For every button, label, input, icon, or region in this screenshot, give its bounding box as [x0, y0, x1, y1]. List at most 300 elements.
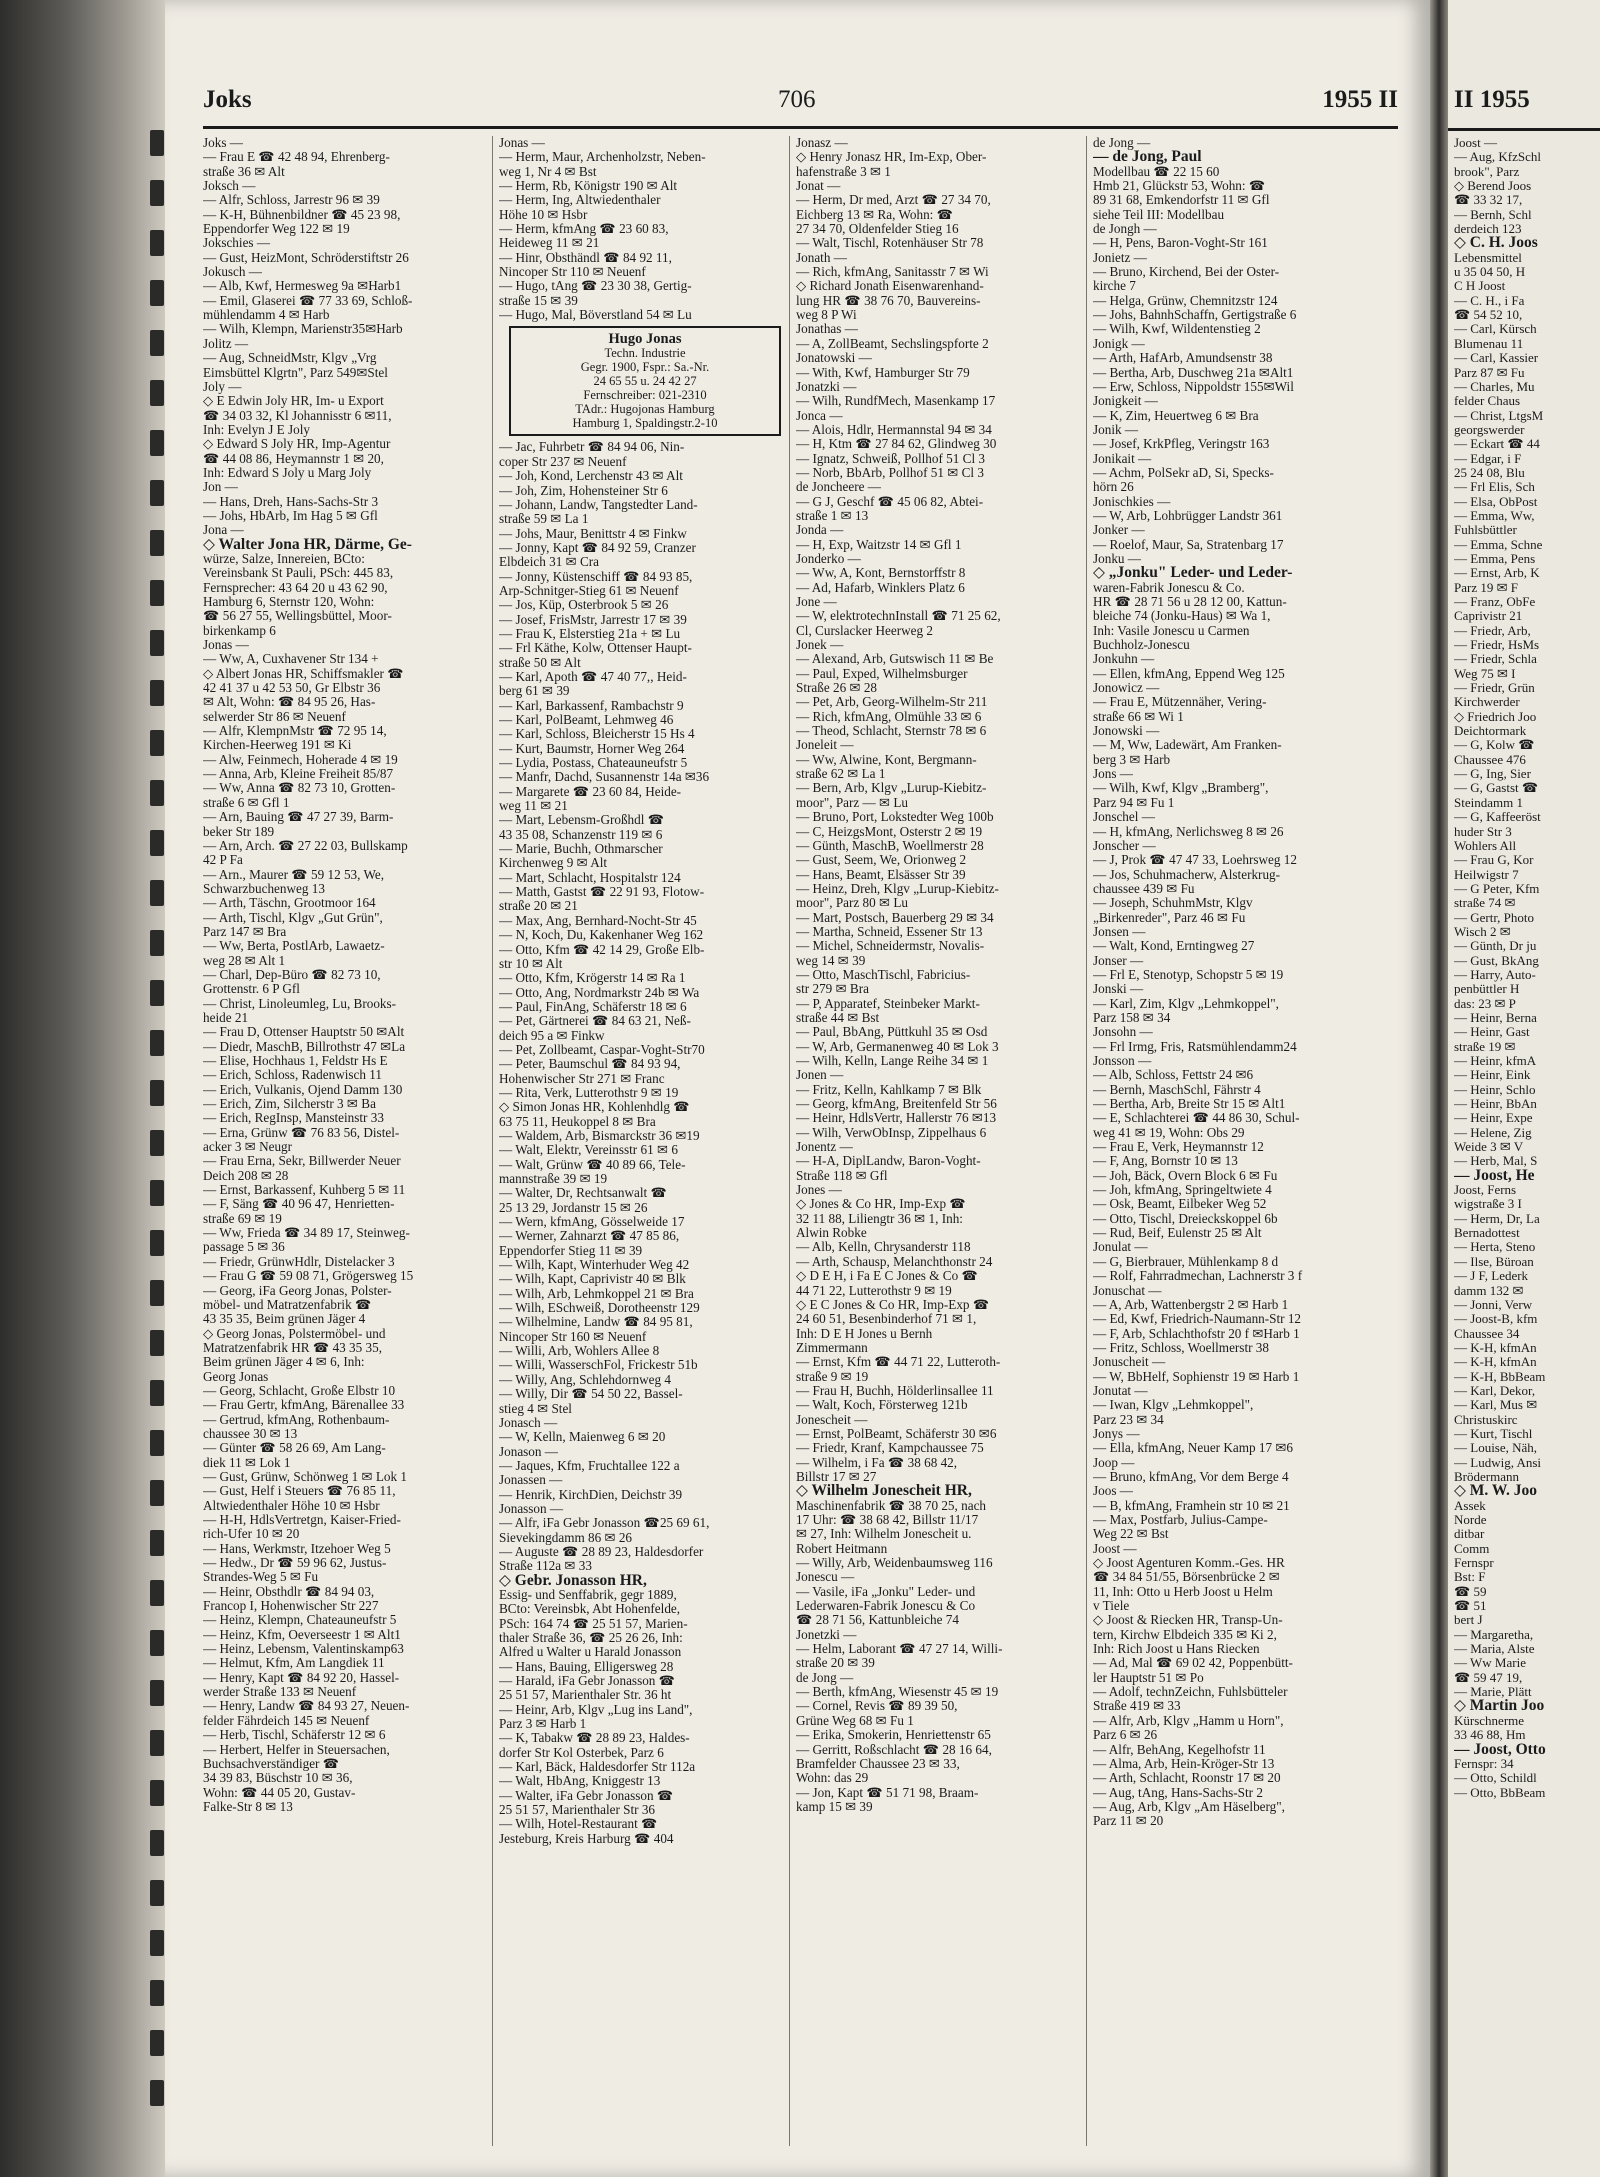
entry-heading: Jonuscheit —: [1093, 1355, 1166, 1370]
entry-heading: Jonowicz —: [1093, 681, 1160, 696]
entry-line: — Wern, kfmAng, Gösselweide 17: [499, 1215, 685, 1230]
entry-heading: Jonsen —: [1093, 924, 1146, 939]
thumb-tab: [150, 680, 164, 706]
entry-line: ◇ Friedrich Joo: [1454, 709, 1537, 724]
entry-line: — Friedr, HsMs: [1454, 638, 1540, 653]
entry-line: — Elsa, ObPost: [1454, 494, 1538, 509]
entry-line: — Joost-B, kfm: [1454, 1312, 1538, 1327]
entry-line: Billstr 17 ✉ 27: [796, 1469, 877, 1484]
entry-line: georgswerder: [1454, 422, 1525, 437]
entry-line: ◇ Simon Jonas HR, Kohlenhdlg ☎: [499, 1100, 690, 1115]
entry-line: — F, Säng ☎ 40 96 47, Henrietten-: [203, 1197, 395, 1212]
entry-line: — Hugo, tAng ☎ 23 30 38, Gertig-: [499, 279, 692, 294]
entry-line: — Joh, Bäck, Overn Block 6 ✉ Fu: [1093, 1168, 1278, 1183]
entry-line: — Maria, Alste: [1454, 1642, 1535, 1657]
entry-line: Jesteburg, Kreis Harburg ☎ 404: [499, 1831, 674, 1846]
entry-line: — Margaretha,: [1454, 1627, 1534, 1642]
entry-line: berg 61 ✉ 39: [499, 684, 570, 699]
entry-line: — Aug, tAng, Hans-Sachs-Str 2: [1093, 1785, 1263, 1800]
thumb-tab: [150, 1280, 164, 1306]
entry-line: Buchholz-Jonescu: [1093, 638, 1190, 653]
entry-line: — Willy, Arb, Weidenbaumsweg 116: [796, 1556, 993, 1571]
entry-line: Georg Jonas: [203, 1369, 269, 1384]
entry-line: — Wilh, Kapt, Caprivistr 40 ✉ Blk: [499, 1272, 686, 1287]
entry-line: — Josef, KrkPfleg, Veringstr 163: [1093, 437, 1270, 452]
entry-line: — Anna, Arb, Kleine Freiheit 85/87: [203, 767, 394, 782]
entry-line: straße 62 ✉ La 1: [796, 767, 886, 782]
entry-heading: Jokusch —: [203, 265, 262, 280]
entry-line: Parz 19 ✉ F: [1454, 580, 1518, 595]
entry-line: Fernsprecher: 43 64 20 u 43 62 90,: [203, 580, 388, 595]
entry-line: diek 11 ✉ Lok 1: [203, 1455, 291, 1470]
entry-line: — H, Exp, Waitzstr 14 ✉ Gfl 1: [796, 537, 962, 552]
entry-line: — P, Apparatef, Steinbeker Markt-: [796, 996, 980, 1011]
entry-line: — Werner, Zahnarzt ☎ 47 85 86,: [499, 1229, 680, 1244]
entry-line: Heideweg 11 ✉ 21: [499, 236, 600, 251]
entry-line: — Marie, Plätt: [1454, 1685, 1532, 1700]
entry-heading: Jonku —: [1093, 551, 1141, 566]
entry-line: ◇ Martin Joo: [1454, 1699, 1545, 1714]
entry-line: — Hans, Bauing, Elligersweg 28: [499, 1659, 674, 1674]
entry-line: — Alb, Kelln, Chrysanderstr 118: [796, 1240, 971, 1255]
entry-line: — Gertr, Photo: [1454, 910, 1534, 925]
entry-line: Weg 75 ✉ I: [1454, 666, 1516, 681]
entry-heading: Jonscher —: [1093, 838, 1156, 853]
entry-line: — Walt, Kond, Erntingweg 27: [1093, 939, 1255, 954]
entry-line: — Heinz, Lebensm, Valentinskamp63: [203, 1642, 404, 1657]
entry-line: — Walt, Elektr, Vereinsstr 61 ✉ 6: [499, 1143, 678, 1158]
advert-line: Gegr. 1900, Fspr.: Sa.-Nr.: [580, 360, 710, 375]
entry-line: — Hugo, Mal, Böverstland 54 ✉ Lu: [499, 308, 692, 323]
entry-line: tern, Kirchw Elbdeich 335 ✉ Ki 2,: [1093, 1627, 1277, 1642]
entry-line: — Heinr, BbAn: [1454, 1097, 1537, 1112]
entry-line: straße 15 ✉ 39: [499, 293, 578, 308]
entry-line: 24 60 51, Besenbinderhof 71 ✉ 1,: [796, 1312, 977, 1327]
entry-line: huder Str 3: [1454, 824, 1512, 839]
entry-line: — Karl, Mus ✉: [1454, 1398, 1538, 1413]
entry-line: — Matth, Gastst ☎ 22 91 93, Flotow-: [499, 885, 705, 900]
next-page-rule: [1448, 128, 1600, 131]
entry-heading: Joos —: [1093, 1484, 1133, 1499]
entry-line: — Helene, Zig: [1454, 1125, 1532, 1140]
entry-line: straße 9 ✉ 19: [796, 1369, 869, 1384]
entry-line: str 279 ✉ Bra: [796, 982, 869, 997]
entry-line: ◇ Edward S Joly HR, Imp-Agentur: [203, 437, 391, 452]
entry-line: — Alfr, Arb, Klgv „Hamm u Horn",: [1093, 1713, 1284, 1728]
entry-line: — Ernst, Arb, K: [1454, 566, 1540, 581]
entry-line: ◇ Wilhelm Jonescheit HR,: [796, 1484, 972, 1499]
entry-line: — Herm, Dr, La: [1454, 1211, 1540, 1226]
entry-line: — G, Kaffeeröst: [1454, 810, 1541, 825]
entry-line: — Christ, LtgsM: [1454, 408, 1544, 423]
entry-line: Eppendorfer Weg 122 ✉ 19: [203, 222, 350, 237]
entry-line: — Ernst, Kfm ☎ 44 71 22, Lutteroth-: [796, 1355, 1001, 1370]
entry-line: Schwarzbuchenweg 13: [203, 881, 325, 896]
entry-line: Wohlers All: [1454, 838, 1517, 853]
entry-line: straße 20 ✉ 39: [796, 1656, 875, 1671]
entry-line: Beim grünen Jäger 4 ✉ 6, Inh:: [203, 1355, 365, 1370]
entry-line: — Erich, Vulkanis, Ojend Damm 130: [203, 1082, 403, 1097]
entry-heading: Jonschel —: [1093, 810, 1155, 825]
entry-line: ✉ Alt, Wohn: ☎ 84 95 26, Has-: [203, 695, 376, 710]
entry-line: — Joh, Kond, Lerchenstr 43 ✉ Alt: [499, 469, 683, 484]
entry-line: — Emma, Pens: [1454, 551, 1536, 566]
entry-heading: Jonatowski —: [796, 351, 872, 366]
entry-line: — Bertha, Arb, Duschweg 21a ✉Alt1: [1093, 365, 1294, 380]
entry-line: Wohn: ☎ 44 05 20, Gustav-: [203, 1785, 356, 1800]
entry-line: 25 51 57, Marienthaler Str. 36 ht: [499, 1688, 672, 1703]
entry-line: — Gust, Grünw, Schönweg 1 ✉ Lok 1: [203, 1469, 407, 1484]
entry-line: — Georg, kfmAng, Breitenfeld Str 56: [796, 1097, 997, 1112]
entry-line: — C. H., i Fa: [1454, 293, 1525, 308]
entry-line: Buchsachverständiger ☎: [203, 1756, 340, 1771]
entry-line: Nincoper Str 160 ✉ Neuenf: [499, 1329, 647, 1344]
entry-line: Inh: Vasile Jonescu u Carmen: [1093, 623, 1250, 638]
entry-line: — Bern, Arb, Klgv „Lurup-Kiebitz-: [796, 781, 987, 796]
entry-line: — Frau G ☎ 59 08 71, Grögersweg 15: [203, 1269, 414, 1284]
entry-line: Inh: D E H Jones u Bernh: [796, 1326, 933, 1341]
entry-line: — A, ZollBeamt, Sechslingspforte 2: [796, 336, 989, 351]
entry-line: — Rud, Beif, Eulenstr 25 ✉ Alt: [1093, 1226, 1262, 1241]
entry-line: ◇ C. H. Joos: [1454, 236, 1538, 251]
entry-line: — Joh, Zim, Hohensteiner Str 6: [499, 483, 668, 498]
entry-line: 43 35 35, Beim grünen Jäger 4: [203, 1312, 366, 1327]
entry-line: — Herb, Tischl, Schäferstr 12 ✉ 6: [203, 1728, 386, 1743]
entry-line: — Max, Ang, Bernhard-Nocht-Str 45: [499, 913, 697, 928]
entry-heading: Joksch —: [203, 179, 256, 194]
entry-line: str 10 ✉ Alt: [499, 956, 563, 971]
entry-line: Parz 3 ✉ Harb 1: [499, 1717, 587, 1732]
entry-line: — E, Schlachterei ☎ 44 86 30, Schul-: [1093, 1111, 1300, 1126]
thumb-tab: [150, 1980, 164, 2006]
entry-line: Chaussee 34: [1454, 1326, 1520, 1341]
entry-line: — H, Pens, Baron-Voght-Str 161: [1093, 236, 1268, 251]
entry-line: — Margarete ☎ 23 60 84, Heide-: [499, 784, 682, 799]
entry-line: Straße 26 ✉ 28: [796, 681, 878, 696]
entry-line: — Gust, HeizMont, Schröderstiftstr 26: [203, 250, 409, 265]
thumb-tab: [150, 930, 164, 956]
entry-heading: Jonys —: [1093, 1426, 1140, 1441]
entry-heading: Jonietz —: [1093, 250, 1147, 265]
entry-line: Vereinsbank St Pauli, PSch: 445 83,: [203, 566, 394, 581]
entry-line: — Emma, Schne: [1454, 537, 1543, 552]
entry-line: ☎ 59: [1454, 1584, 1487, 1599]
running-head-left: Joks: [203, 86, 252, 113]
entry-heading: Joop —: [1093, 1455, 1135, 1470]
entry-line: straße 74 ✉: [1454, 896, 1516, 911]
entry-line: Grottenstr. 6 P Gfl: [203, 982, 300, 997]
entry-line: — Martha, Schneid, Essener Str 13: [796, 924, 983, 939]
entry-line: — Josef, FrisMstr, Jarrestr 17 ✉ 39: [499, 612, 687, 627]
entry-line: — Eckart ☎ 44: [1454, 437, 1540, 452]
entry-line: Bramfelder Chaussee 23 ✉ 33,: [796, 1756, 960, 1771]
entry-line: Brödermann: [1454, 1469, 1519, 1484]
entry-line: — Paul, FinAng, Schäferstr 18 ✉ 6: [499, 999, 687, 1014]
entry-line: Hamburg 6, Sternstr 120, Wohn:: [203, 595, 375, 609]
entry-line: — Friedr, Arb,: [1454, 623, 1531, 638]
entry-line: brook", Parz: [1454, 164, 1520, 179]
entry-line: — Gust, BkAng: [1454, 953, 1539, 968]
entry-line: straße 66 ✉ Wi 1: [1093, 709, 1184, 724]
thumb-tab: [150, 1030, 164, 1056]
entry-line: — Günth, MaschB, Woellmerstr 28: [796, 838, 984, 853]
entry-line: Eichberg 13 ✉ Ra, Wohn: ☎: [796, 207, 954, 222]
entry-heading: Jons —: [1093, 767, 1133, 782]
entry-line: — Ernst, PolBeamt, Schäferstr 30 ✉6: [796, 1426, 997, 1441]
entry-line: — Elise, Hochhaus 1, Feldstr Hs E: [203, 1054, 388, 1068]
entry-line: — Wilh, Hotel-Restaurant ☎: [499, 1817, 658, 1832]
entry-line: — Mart, Lebensm-Großhdl ☎: [499, 813, 665, 828]
entry-line: — Diedr, MaschB, Billrothstr 47 ✉La: [203, 1039, 406, 1054]
entry-line: Altwiedenthaler Höhe 10 ✉ Hsbr: [203, 1498, 380, 1513]
entry-line: — With, Kwf, Hamburger Str 79: [796, 365, 970, 380]
entry-line: 32 11 88, Liliengtr 36 ✉ 1, Inh:: [796, 1211, 963, 1226]
entry-line: ◇ Albert Jonas HR, Schiffsmakler ☎: [203, 666, 404, 681]
page-number: 706: [778, 86, 816, 113]
entry-line: — Heinz, Dreh, Klgv „Lurup-Kiebitz-: [796, 881, 999, 896]
entry-line: mühlendamm 4 ✉ Harb: [203, 308, 330, 323]
entry-line: — Wilh, RundfMech, Masenkamp 17: [796, 394, 996, 409]
entry-line: — Günth, Dr ju: [1454, 939, 1537, 954]
entry-line: weg 1, Nr 4 ✉ Bst: [499, 164, 597, 179]
entry-line: — Hinr, Obsthändl ☎ 84 92 11,: [499, 250, 672, 265]
entry-columns: [203, 136, 1403, 2156]
entry-line: — Frl Käthe, Kolw, Ottenser Haupt-: [499, 641, 692, 656]
entry-line: ✉ 27, Inh: Wilhelm Jonescheit u.: [796, 1527, 972, 1542]
entry-line: — K-H, kfmAn: [1454, 1340, 1537, 1355]
entry-line: — Ludwig, Ansi: [1454, 1455, 1542, 1470]
entry-line: — Roelof, Maur, Sa, Stratenbarg 17: [1093, 537, 1284, 552]
entry-line: waren-Fabrik Jonescu & Co.: [1093, 580, 1245, 595]
entry-line: passage 5 ✉ 36: [203, 1240, 285, 1255]
entry-line: — Edgar, i F: [1454, 451, 1522, 466]
entry-line: — Johs, HbArb, Im Hag 5 ✉ Gfl: [203, 508, 378, 523]
entry-line: Modellbau ☎ 22 15 60: [1093, 164, 1220, 179]
entry-line: — Wilh, Klempn, Marienstr35✉Harb: [203, 322, 403, 337]
entry-line: — Wilh, Arb, Lehmkoppel 21 ✉ Bra: [499, 1286, 694, 1301]
entry-line: — Joost, Otto: [1454, 1742, 1546, 1757]
entry-line: — Johs, BahnhSchaffn, Gertigstraße 6: [1093, 308, 1297, 323]
entry-line: ◇ Georg Jonas, Polstermöbel- und: [203, 1326, 386, 1341]
entry-heading: Jonassen —: [499, 1473, 563, 1488]
entry-line: — Pet, Arb, Georg-Wilhelm-Str 211: [796, 695, 988, 710]
entry-line: — Aug, Arb, Klgv „Am Häselberg",: [1093, 1799, 1285, 1814]
entry-line: 44 71 22, Lutterothstr 9 ✉ 19: [796, 1283, 952, 1298]
entry-heading: Jonescheit —: [796, 1412, 868, 1427]
entry-line: — Johs, Maur, Benittstr 4 ✉ Finkw: [499, 526, 687, 541]
entry-line: — Wilh, Kelln, Lange Reihe 34 ✉ 1: [796, 1054, 989, 1068]
entry-line: — G, Kolw ☎: [1454, 738, 1535, 753]
entry-line: straße 1 ✉ 13: [796, 508, 869, 523]
entry-line: Heilwigstr 7: [1454, 867, 1519, 882]
entry-heading: Jonski —: [1093, 982, 1144, 997]
entry-heading: Jon —: [203, 480, 238, 495]
thumb-tab: [150, 1680, 164, 1706]
thumb-tab: [150, 1930, 164, 1956]
entry-line: — Ernst, Barkassenf, Kuhberg 5 ✉ 11: [203, 1183, 406, 1198]
advert-line: TAdr.: Hugojonas Hamburg: [575, 402, 715, 417]
entry-line: — K, Tabakw ☎ 28 89 23, Haldes-: [499, 1731, 690, 1746]
entry-line: — K-H, Bühnenbildner ☎ 45 23 98,: [203, 207, 401, 222]
entry-line: Parz 11 ✉ 20: [1093, 1814, 1164, 1829]
advert-line: 24 65 55 u. 24 42 27: [593, 374, 697, 389]
entry-line: — Wilh, Kwf, Klgv „Bramberg",: [1093, 781, 1269, 796]
entry-line: Hmb 21, Glückstr 53, Wohn: ☎: [1093, 179, 1266, 194]
entry-line: Eimsbüttel Klgrtn", Parz 549✉Stel: [203, 365, 388, 380]
entry-heading: Jonek —: [796, 638, 844, 653]
entry-line: — Erich, Zim, Silcherstr 3 ✉ Ba: [203, 1097, 376, 1112]
entry-line: Inh: Rich Joost u Hans Riecken: [1093, 1642, 1260, 1657]
entry-line: ☎ 56 27 55, Wellingsbüttel, Moor-: [203, 609, 392, 624]
entry-line: — H, Ktm ☎ 27 84 62, Glindweg 30: [796, 437, 997, 452]
entry-line: — Otto, Schildl: [1454, 1771, 1537, 1786]
entry-line: Nincoper Str 110 ✉ Neuenf: [499, 265, 646, 280]
entry-line: ☎ 44 08 86, Heymannstr 1 ✉ 20,: [203, 451, 384, 466]
entry-line: Inh: Edward S Joly u Marg Joly: [203, 465, 372, 480]
entry-line: — Kurt, Tischl: [1454, 1426, 1533, 1441]
entry-line: moor", Parz — ✉ Lu: [796, 795, 909, 810]
entry-line: ◇ M. W. Joo: [1454, 1484, 1537, 1499]
entry-line: — Bruno, kfmAng, Vor dem Berge 4: [1093, 1469, 1289, 1484]
entry-line: straße 44 ✉ Bst: [796, 1010, 880, 1025]
page-header: [203, 86, 1398, 129]
entry-line: weg 8 P Wi: [796, 308, 857, 323]
entry-heading: Jonasson —: [499, 1501, 564, 1516]
entry-line: Parz 87 ✉ Fu: [1454, 365, 1525, 380]
entry-heading: Jonas —: [499, 136, 545, 150]
entry-line: Strandes-Weg 5 ✉ Fu: [203, 1570, 319, 1585]
entry-line: — Paul, BbAng, Püttkuhl 35 ✉ Osd: [796, 1025, 988, 1040]
entry-heading: Jonca —: [796, 408, 843, 423]
entry-line: — Arth, HafArb, Amundsenstr 38: [1093, 351, 1273, 366]
entry-line: — Hedw., Dr ☎ 59 96 62, Justus-: [203, 1556, 387, 1571]
entry-line: — Rolf, Fahrradmechan, Lachnerstr 3 f: [1093, 1269, 1303, 1284]
entry-line: felder Fährdeich 145 ✉ Neuenf: [203, 1713, 370, 1728]
column-3: [796, 136, 1078, 2156]
entry-line: — K, Zim, Heuertweg 6 ✉ Bra: [1093, 408, 1259, 423]
column-2-top: [499, 136, 781, 322]
entry-line: würze, Salze, Innereien, BCto:: [203, 551, 365, 566]
entry-line: Weide 3 ✉ V: [1454, 1140, 1524, 1155]
entry-heading: Jonat —: [796, 179, 841, 194]
entry-line: — Harry, Auto-: [1454, 967, 1536, 982]
entry-line: — Joost, He: [1454, 1168, 1535, 1184]
entry-line: Wisch 2 ✉: [1454, 924, 1511, 939]
entry-line: — Ww, Frieda ☎ 34 89 17, Steinweg-: [203, 1226, 410, 1241]
entry-line: — W, Kelln, Maienweg 6 ✉ 20: [499, 1430, 666, 1445]
entry-line: — Wilh, ESchweiß, Dorotheenstr 129: [499, 1301, 700, 1316]
entry-line: — Iwan, Klgv „Lehmkoppel",: [1093, 1398, 1254, 1413]
entry-line: — Frau E, Verk, Heymannstr 12: [1093, 1140, 1264, 1155]
entry-heading: Jonasch —: [499, 1415, 558, 1430]
entry-line: deich 95 a ✉ Finkw: [499, 1028, 605, 1043]
entry-line: Maschinenfabrik ☎ 38 70 25, nach: [796, 1498, 987, 1513]
entry-line: straße 19 ✉: [1454, 1039, 1516, 1054]
entry-line: dorfer Str Kol Osterbek, Parz 6: [499, 1745, 664, 1760]
entry-heading: Joost —: [1093, 1541, 1137, 1556]
entry-line: Assek: [1454, 1498, 1486, 1513]
entry-line: — Helga, Grünw, Chemnitzstr 124: [1093, 293, 1278, 308]
entry-line: — Jac, Fuhrbetr ☎ 84 94 06, Nin-: [499, 440, 685, 455]
next-page-header: II 1955: [1454, 86, 1530, 113]
thumb-tab: [150, 1380, 164, 1406]
entry-line: beker Str 189: [203, 824, 275, 839]
entry-line: — Arth, Täschn, Grootmoor 164: [203, 896, 376, 911]
entry-line: Bernadottest: [1454, 1226, 1520, 1241]
entry-line: — Louise, Näh,: [1454, 1441, 1538, 1456]
entry-heading: Jonath —: [796, 250, 847, 265]
entry-line: Hohenwischer Str 271 ✉ Franc: [499, 1071, 665, 1086]
entry-heading: Jonikait —: [1093, 451, 1152, 466]
entry-line: — Willy, Ang, Schlehdornweg 4: [499, 1372, 671, 1387]
thumb-tab: [150, 530, 164, 556]
entry-heading: Jonentz —: [796, 1140, 853, 1155]
entry-line: straße 6 ✉ Gfl 1: [203, 795, 290, 810]
entry-line: Comm: [1454, 1541, 1490, 1556]
entry-line: 25 24 08, Blu: [1454, 465, 1525, 480]
entry-line: — Heinz, Kfm, Oeverseestr 1 ✉ Alt1: [203, 1627, 401, 1642]
entry-line: Deich 208 ✉ 28: [203, 1168, 289, 1183]
entry-line: hörn 26: [1093, 480, 1134, 495]
entry-line: — Bernh, Schl: [1454, 207, 1532, 222]
advert-line: Hamburg 1, Spaldingstr.2-10: [572, 416, 718, 431]
entry-line: — Heinr, Obsthdlr ☎ 84 94 03,: [203, 1584, 375, 1599]
entry-line: u 35 04 50, H: [1454, 265, 1526, 280]
entry-line: — Waldem, Arb, Bismarckstr 36 ✉19: [499, 1128, 700, 1143]
entry-line: — Hans, Beamt, Elsässer Str 39: [796, 867, 966, 882]
entry-line: — Walter, iFa Gebr Jonasson ☎: [499, 1788, 674, 1803]
entry-line: — Otto, BbBeam: [1454, 1785, 1546, 1800]
entry-line: — Herm, Maur, Archenholzstr, Neben-: [499, 150, 706, 165]
entry-line: — Joseph, SchuhmMstr, Klgv: [1093, 896, 1253, 911]
entry-line: — Norb, BbArb, Pollhof 51 ✉ Cl 3: [796, 465, 984, 480]
entry-heading: Jonutat —: [1093, 1383, 1148, 1398]
entry-heading: Jonkuhn —: [1093, 652, 1155, 667]
entry-line: ☎ 54 52 10,: [1454, 308, 1523, 323]
entry-line: weg 41 ✉ 19, Wohn: Obs 29: [1093, 1125, 1245, 1140]
entry-line: Arp-Schnitger-Stieg 61 ✉ Neuenf: [499, 583, 679, 598]
entry-line: — Otto, MaschTischl, Fabricius-: [796, 967, 971, 982]
entry-line: — Willi, Arb, Wohlers Allee 8: [499, 1344, 660, 1359]
entry-line: — Jonny, Kapt ☎ 84 92 59, Cranzer: [499, 540, 696, 555]
entry-line: ☎ 51: [1454, 1599, 1487, 1614]
entry-line: — Ww Marie: [1454, 1656, 1526, 1671]
entry-line: Inh: Evelyn J E Joly: [203, 422, 310, 437]
entry-line: — C, HeizgsMont, Osterstr 2 ✉ 19: [796, 824, 983, 839]
entry-line: Steindamm 1: [1454, 795, 1523, 810]
thumb-tab: [150, 580, 164, 606]
entry-line: coper Str 237 ✉ Neuenf: [499, 454, 627, 469]
entry-line: — Frau Erna, Sekr, Billwerder Neuer: [203, 1154, 401, 1169]
entry-line: — Berth, kfmAng, Wiesenstr 45 ✉ 19: [796, 1685, 999, 1700]
entry-line: — W, Arb, Germanenweg 40 ✉ Lok 3: [796, 1039, 999, 1054]
entry-line: — Erw, Schloss, Nippoldstr 155✉Wil: [1093, 379, 1294, 394]
next-page-column: [1454, 136, 1600, 2156]
thumb-tab: [150, 1430, 164, 1456]
entry-line: — Walt, Koch, Försterweg 121b: [796, 1398, 968, 1413]
entry-line: — Friedr, Kranf, Kampchaussee 75: [796, 1441, 984, 1456]
entry-line: — Osk, Beamt, Eilbeker Weg 52: [1093, 1197, 1267, 1212]
entry-line: hafenstraße 3 ✉ 1: [796, 164, 891, 179]
entry-line: — K-H, BbBeam: [1454, 1369, 1546, 1384]
entry-line: — Walt, HbAng, Kniggestr 13: [499, 1774, 661, 1789]
column-2: [499, 136, 781, 2156]
entry-heading: Jonik —: [1093, 422, 1139, 437]
entry-line: 33 46 88, Hm: [1454, 1728, 1526, 1743]
entry-line: Fuhlsbüttler: [1454, 523, 1517, 538]
entry-line: chaussee 30 ✉ 13: [203, 1426, 298, 1441]
entry-line: — Theod, Schlacht, Sternstr 78 ✉ 6: [796, 724, 987, 739]
